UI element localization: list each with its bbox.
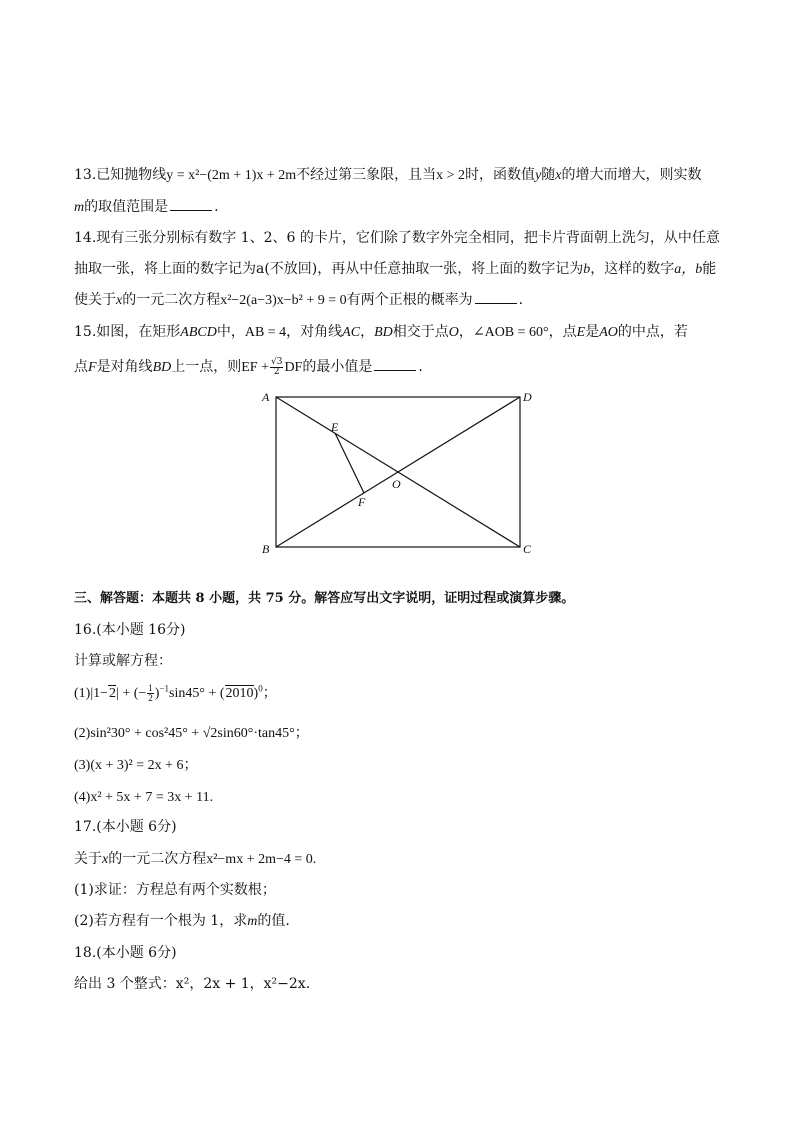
q14-equation: x²−2(a−3)x−b² + 9 = 0 [220, 293, 347, 308]
section-3-title: 三、解答题：本题共 8 小题，共 75 分。 [74, 591, 315, 606]
q14-line3 [74, 289, 724, 312]
q15-text: 是对角线 [96, 359, 153, 375]
q16-p1-sqrt2: 2 [109, 686, 117, 701]
q17-equation: x²−mx + 2m−4 = 0. [206, 852, 317, 867]
q16-p1-exponent: −1 [159, 683, 170, 694]
q13-text: 时，函数值 [465, 167, 536, 183]
label-o: O [392, 477, 401, 491]
q15-fraction [270, 358, 283, 377]
q14-line1: 14.现有三张分别标有数字 1、2、6 的卡片，它们除了数字外完全相同，把卡片背面朝上洗匀，从中任意 [74, 230, 720, 246]
label-e: E [331, 420, 339, 434]
q15-point-e: E [576, 325, 586, 340]
q14-text: . [518, 292, 524, 308]
q16-p1-exponent0: 0 [258, 683, 263, 694]
q15-diag-bd: BD [374, 325, 393, 340]
q14-line2 [74, 258, 724, 281]
q16-p1-fraction [147, 684, 154, 703]
q18-line1: 给出 3 个整式：x²，2x + 1，x²−2x. [74, 976, 311, 992]
q18-header: 18.(本小题 6分) [74, 945, 177, 961]
q14-text: 有两个正根的概率为 [346, 292, 473, 308]
q15-diag-bd: BD [152, 360, 172, 375]
q15-text: 15.如图，在矩形 [74, 324, 181, 340]
q13-answer-blank[interactable] [170, 196, 212, 211]
q15-frac-num: √3 [270, 356, 283, 367]
q16-p1-text: ； [262, 686, 277, 701]
q16-part4: (4)x² + 5x + 7 = 3x + 11. [74, 790, 214, 805]
q15-point-o: O [448, 325, 459, 340]
q15-text: 的最小值是 [302, 359, 373, 375]
q15-text: ， [360, 324, 375, 340]
q16-part2: (2)sin²30° + cos²45° + √2sin60°·tan45°； [74, 726, 309, 741]
q13-line2 [74, 196, 724, 219]
q15-line2 [74, 356, 724, 379]
q17-part1: (1)求证：方程总有两个实数根； [74, 882, 276, 898]
q13-text: 13.已知抛物线 [74, 167, 167, 183]
q13-condition: x > 2 [436, 168, 466, 183]
q14-text: 抽取一张，将上面的数字记为a(不放回)，再从中任意抽取一张，将上面的数字记为 [74, 261, 584, 277]
q16-part3: (3)(x + 3)² = 2x + 6； [74, 758, 198, 773]
q14-var-x: x [116, 293, 123, 308]
q15-text: 中， [216, 324, 245, 340]
label-c: C [523, 542, 532, 556]
q16-p1-text: (1)|1− [74, 686, 109, 701]
q13-text: 的取值范围是 [84, 199, 169, 215]
label-f: F [358, 495, 366, 509]
q17-text: 关于 [74, 851, 102, 867]
q15-expr: DF [284, 360, 303, 375]
q15-text: ， [458, 324, 473, 340]
q16-p1-frac-num: 1 [148, 683, 153, 694]
q16-part1 [74, 683, 724, 705]
q14-text: 能 [702, 261, 717, 277]
q15-text: 是 [585, 324, 600, 340]
q15-text: ，对角线 [286, 324, 343, 340]
q13-text: 的增大而增大，则实数 [561, 167, 702, 183]
q17-text: 的一元二次方程 [108, 851, 207, 867]
q16-p1-text: ) [154, 686, 160, 701]
q16-p1-sqrt2010: 2010 [225, 686, 254, 701]
section-3-heading [74, 588, 724, 610]
q13-line1 [74, 164, 724, 187]
q15-diag-ac: AC [342, 325, 361, 340]
rectangle-figure [255, 385, 545, 560]
q17-header: 17.(本小题 6分) [74, 819, 177, 835]
q15-point-f: F [88, 360, 97, 375]
q15-rect-name: ABCD [180, 325, 217, 340]
q16-p1-text: sin45° + ( [169, 686, 225, 701]
q13-var-x: x [555, 168, 562, 183]
q16-intro: 计算或解方程： [74, 653, 172, 669]
label-a: A [262, 390, 270, 404]
q15-text: . [418, 359, 423, 375]
q16-p1-text: ) [253, 686, 259, 701]
section-3-instructions: 解答应写出文字说明，证明过程或演算步骤。 [314, 591, 575, 606]
label-b: B [262, 542, 270, 556]
q14-text: 的一元二次方程 [122, 292, 221, 308]
q17-text: (2)若方程有一个根为 1，求 [74, 913, 248, 929]
q15-answer-blank[interactable] [374, 356, 416, 371]
q14-answer-blank[interactable] [475, 289, 517, 304]
label-d: D [523, 390, 532, 404]
q16-header: 16.(本小题 16分) [74, 622, 186, 638]
q15-expr: EF + [241, 360, 269, 375]
q15-text: 相交于点 [392, 324, 449, 340]
q14-var-b: b [583, 262, 591, 277]
q14-var-ab: a，b [674, 262, 703, 277]
q13-text: 不经过第三象限，且当 [296, 167, 437, 183]
q13-text: . [214, 199, 219, 215]
q13-var-m: m [74, 200, 85, 215]
q14-text: ，这样的数字 [590, 261, 675, 277]
q15-ab-length: AB = 4 [244, 325, 287, 340]
q15-angle: ∠AOB = 60° [472, 325, 549, 340]
q17-line1 [74, 848, 724, 871]
q15-line1 [74, 321, 724, 344]
q13-parabola: y = x²−(2m + 1)x + 2m [166, 168, 297, 183]
q15-frac-den: 2 [273, 366, 280, 377]
q13-text: 随 [541, 167, 556, 183]
q17-text: 的值. [257, 913, 290, 929]
q13-var-y: y [535, 168, 542, 183]
q17-part2 [74, 910, 724, 933]
q16-p1-text: | + (− [116, 686, 147, 701]
q15-seg-ao: AO [599, 325, 618, 340]
q17-var-x: x [102, 852, 109, 867]
q16-p1-frac-den: 2 [148, 693, 153, 704]
q14-text: 使关于 [74, 292, 116, 308]
q15-text: ，点 [548, 324, 577, 340]
q15-text: 的中点，若 [617, 324, 688, 340]
q15-text: 点 [74, 359, 88, 375]
q15-text: 上一点，则 [171, 359, 242, 375]
q17-var-m: m [247, 914, 258, 929]
